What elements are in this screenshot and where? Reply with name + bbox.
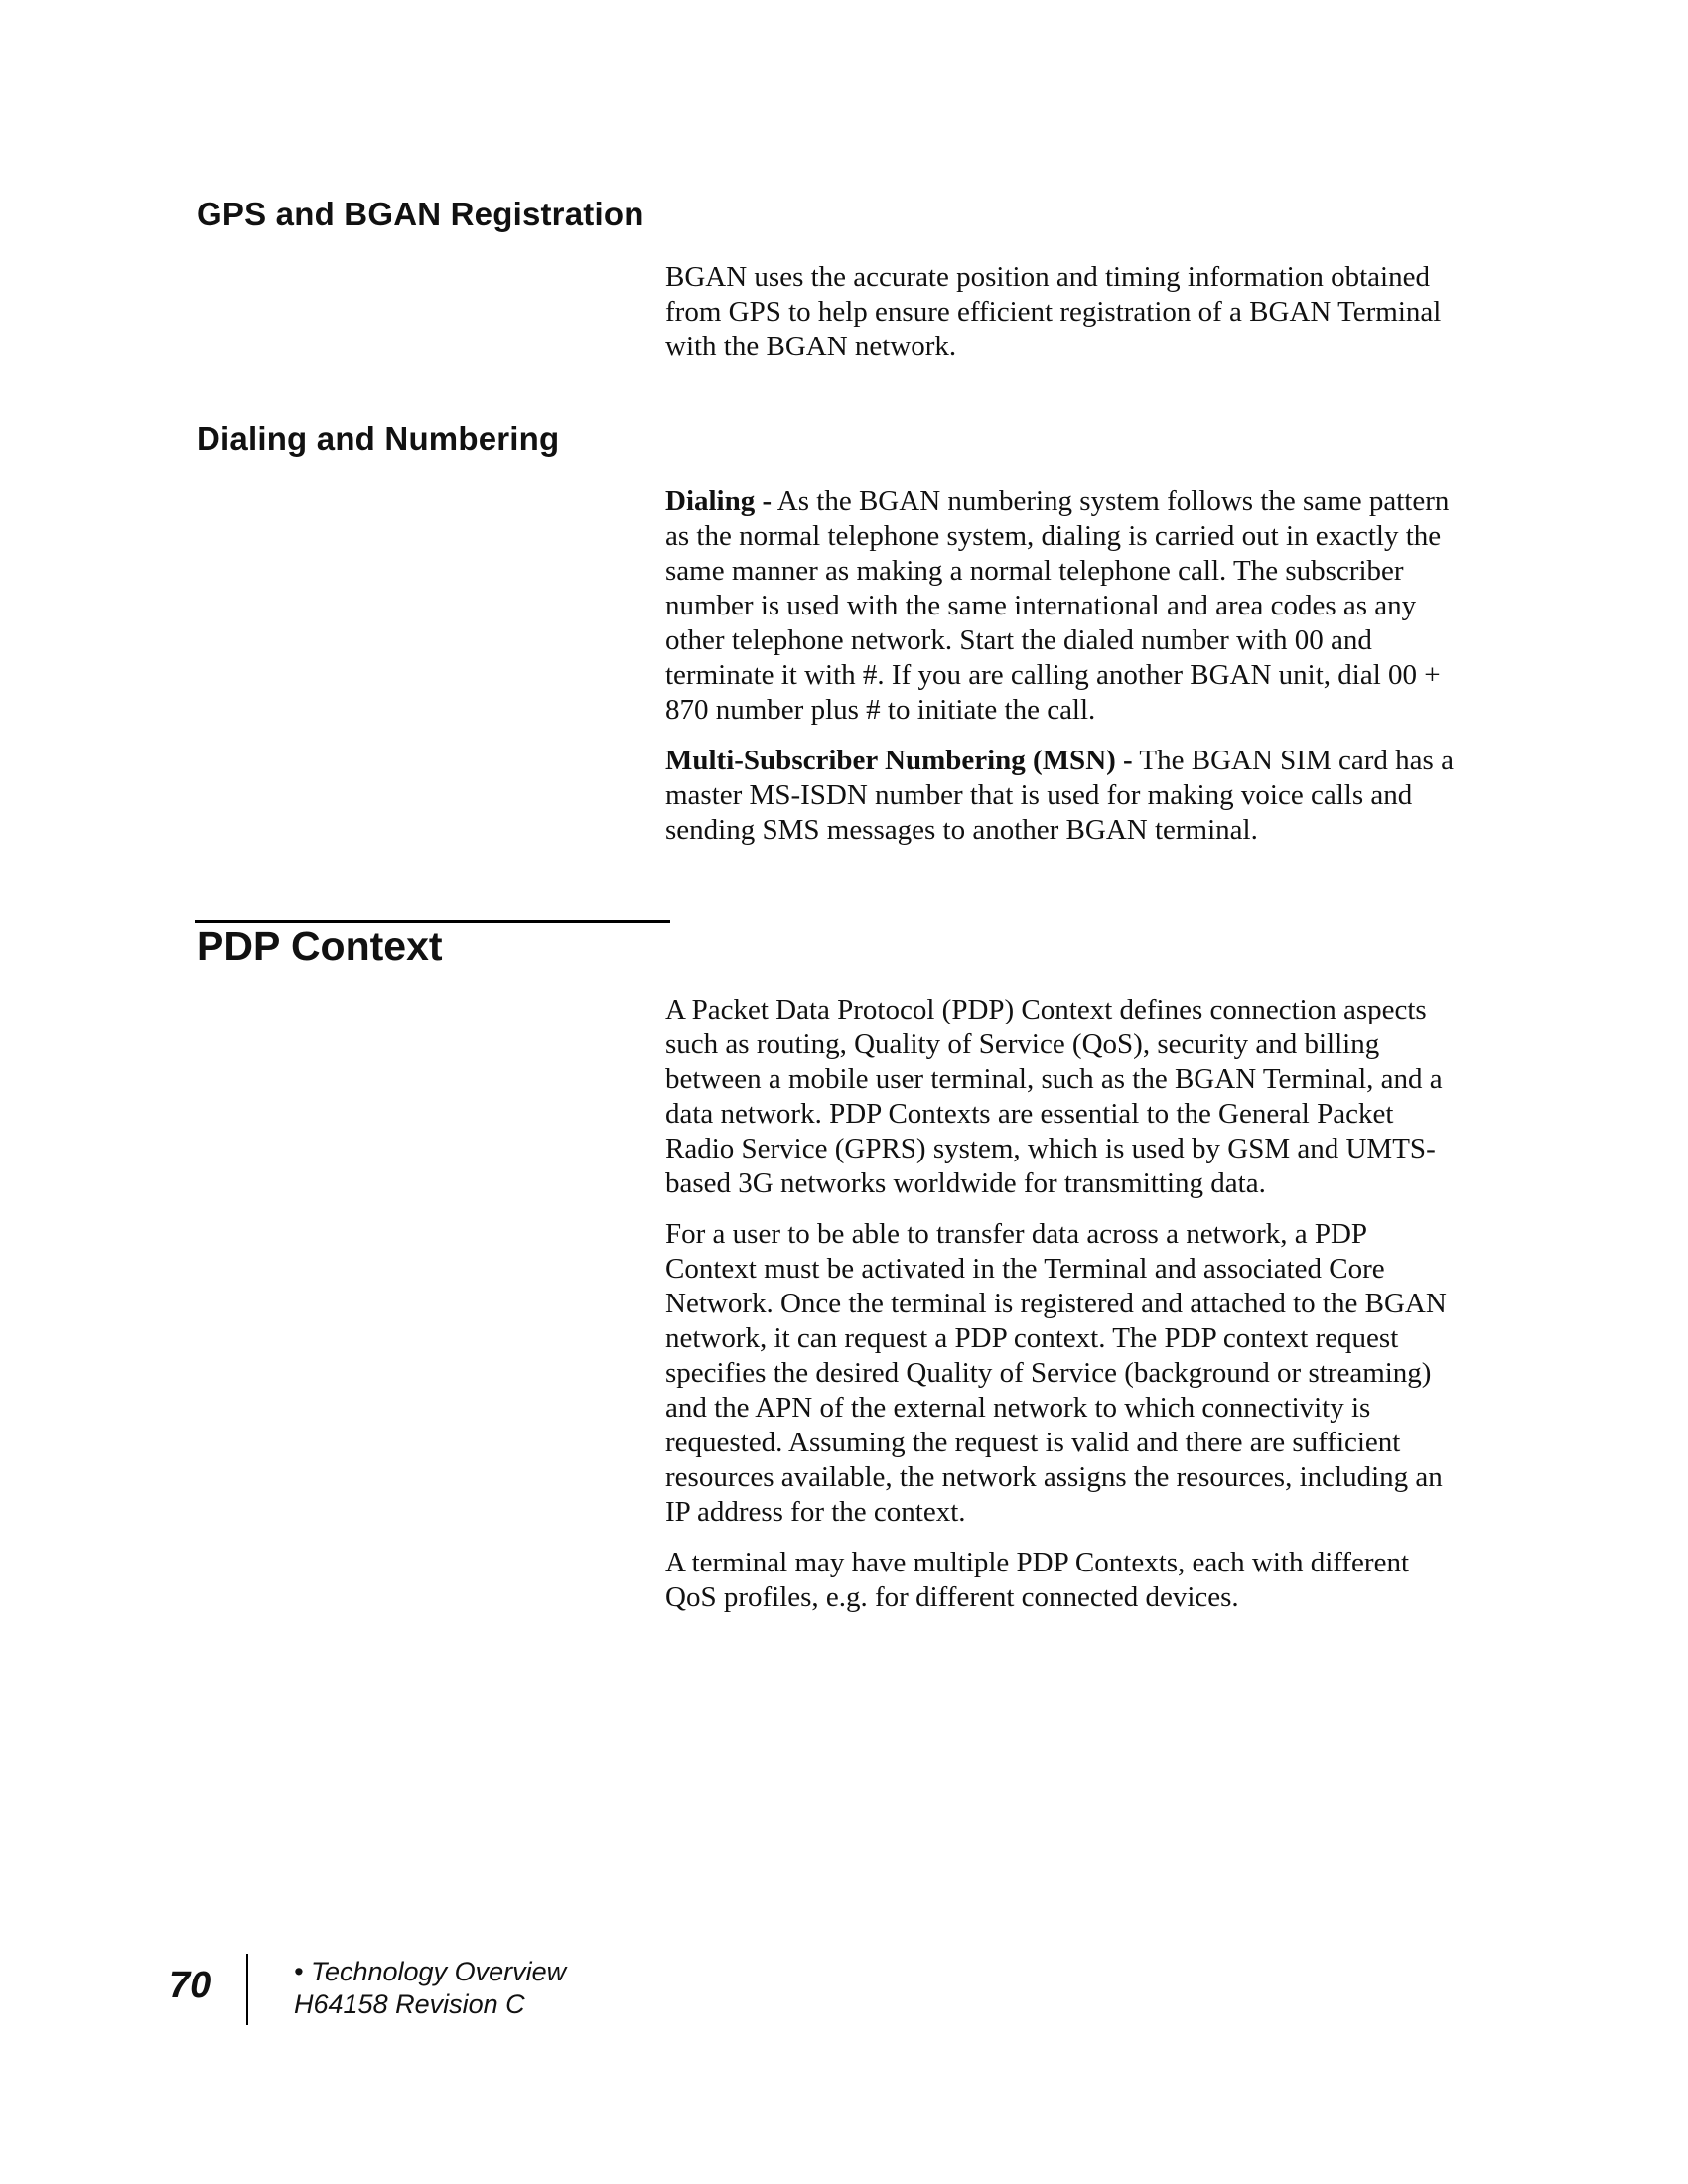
paragraph (665, 260, 1460, 364)
section-body-gps-bgan-registration (665, 260, 1460, 380)
footer-document-id: H64158 Revision C (294, 1989, 525, 2019)
paragraph-msn (665, 744, 1460, 848)
paragraph (665, 1546, 1460, 1615)
section-heading-gps-bgan-registration: GPS and BGAN Registration (197, 196, 644, 232)
section-heading-dialing-numbering: Dialing and Numbering (197, 420, 560, 457)
footer-divider (246, 1954, 248, 2025)
paragraph-lead: Multi-Subscriber Numbering (MSN) - (665, 745, 1133, 776)
footer-info (294, 1956, 566, 2021)
paragraph (665, 993, 1460, 1201)
paragraph-text: A terminal may have multiple PDP Contexts, each with different QoS profiles, e.g. for different connected devices. (665, 1547, 1410, 1613)
paragraph-lead: Dialing - (665, 485, 773, 517)
paragraph (665, 1217, 1460, 1530)
paragraph-dialing (665, 484, 1460, 728)
section-body-pdp-context (665, 993, 1460, 1631)
footer-chapter: • Technology Overview (294, 1957, 567, 1986)
paragraph-text: The BGAN SIM card has a master MS-ISDN number that is used for making voice calls and sending SMS messages to another BGAN terminal. (665, 745, 1454, 846)
paragraph-text: As the BGAN numbering system follows the same pattern as the normal telephone system, dialing is carried out in exactly the same manner as making a normal telephone call. The subscriber number is used with the same international and area codes as any other telephone network. Start the dialed number with 00 and terminate it with #. If you are calling another BGAN unit, dial 00 + 870 number plus # to initiate the call. (665, 485, 1450, 726)
section-body-dialing-numbering (665, 484, 1460, 864)
page-number: 70 (169, 1965, 211, 2006)
section-heading-pdp-context: PDP Context (197, 923, 443, 969)
paragraph-text: For a user to be able to transfer data across a network, a PDP Context must be activated in the Terminal and associated Core Network. Once the terminal is registered and attached to the BGAN network, it can request a PDP context. The PDP context request specifies the desired Quality of Service (background or streaming) and the APN of the external network to which connectivity is requested. Assuming the request is valid and there are sufficient resources available, the network assigns the resources, including an IP address for the context. (665, 1218, 1447, 1528)
paragraph-text: BGAN uses the accurate position and timing information obtained from GPS to help ensure efficient registration of a BGAN Terminal with the BGAN network. (665, 261, 1442, 362)
paragraph-text: A Packet Data Protocol (PDP) Context defines connection aspects such as routing, Quality of Service (QoS), security and billing between a mobile user terminal, such as the BGAN Terminal, and a data network. PDP Contexts are essential to the General Packet Radio Service (GPRS) system, which is used by GSM and UMTS-based 3G networks worldwide for transmitting data. (665, 994, 1443, 1199)
